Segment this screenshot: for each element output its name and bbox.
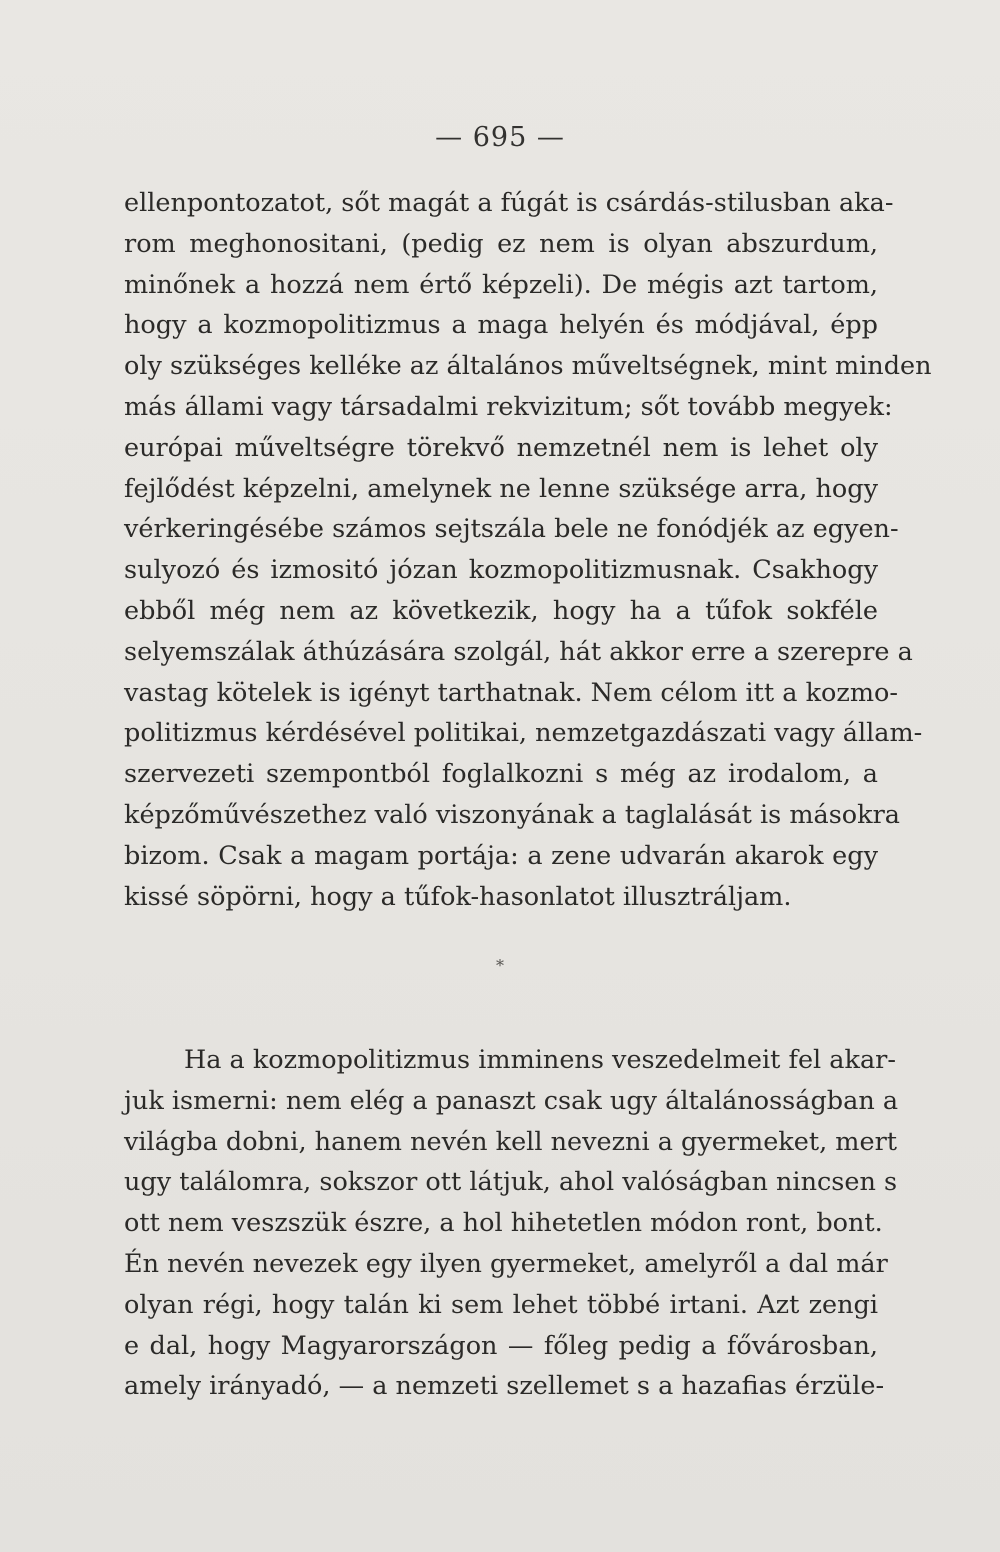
text-line: hogy a kozmopolitizmus a maga helyén és módjával, épp xyxy=(124,310,878,341)
text-line: világba dobni, hanem nevén kell nevezni a gyermeket, mert xyxy=(124,1126,898,1157)
text-line: ebből még nem az következik, hogy ha a tűfok sokféle xyxy=(124,595,878,626)
text-line: ellenpontozatot, sőt magát a fúgát is csárdás-stilusban aka- xyxy=(124,188,894,218)
text-line: Én nevén nevezek egy ilyen gyermeket, amelyről a dal már xyxy=(124,1248,888,1279)
paragraph-1 xyxy=(124,183,932,917)
text-line: bizom. Csak a magam portája: a zene udvarán akarok egy xyxy=(124,840,878,871)
section-divider-asterisk: * xyxy=(496,956,504,975)
text-line: más állami vagy társadalmi rekvizitum; sőt tovább megyek: xyxy=(124,391,893,422)
text-line: rom meghonositani, (pedig ez nem is olyan abszurdum, xyxy=(124,228,878,259)
text-line: minőnek a hozzá nem értő képzeli). De mégis azt tartom, xyxy=(124,269,878,300)
paragraph-2 xyxy=(124,1040,899,1407)
text-line: selyemszálak áthúzására szolgál, hát akkor erre a szerepre a xyxy=(124,636,913,667)
text-line: vastag kötelek is igényt tarthatnak. Nem célom itt a kozmo- xyxy=(124,677,898,708)
text-line: e dal, hogy Magyarországon — főleg pedig a fővárosban, xyxy=(124,1330,878,1361)
text-line: vérkeringésébe számos sejtszála bele ne fonódjék az egyen- xyxy=(124,514,899,545)
text-line: amely irányadó, — a nemzeti szellemet s a hazafias érzüle- xyxy=(124,1371,885,1402)
text-line: európai műveltségre törekvő nemzetnél nem is lehet oly xyxy=(124,432,878,463)
text-line: ugy találomra, sokszor ott látjuk, ahol valóságban nincsen s xyxy=(124,1167,898,1198)
text-line: ott nem veszszük észre, a hol hihetetlen módon ront, bont. xyxy=(124,1208,883,1239)
text-line: sulyozó és izmositó józan kozmopolitizmusnak. Csakhogy xyxy=(124,555,878,586)
text-line: politizmus kérdésével politikai, nemzetgazdászati vagy állam- xyxy=(124,718,923,749)
page-number: — 695 — xyxy=(435,122,565,153)
text-line: oly szükséges kelléke az általános műveltségnek, mint minden xyxy=(124,351,932,382)
text-line: kissé söpörni, hogy a tűfok-hasonlatot illusztráljam. xyxy=(124,881,792,912)
text-line: olyan régi, hogy talán ki sem lehet többé irtani. Azt zengi xyxy=(124,1289,878,1320)
text-line: Ha a kozmopolitizmus imminens veszedelmeit fel akar- xyxy=(184,1045,896,1075)
text-line: juk ismerni: nem elég a panaszt csak ugy általánosságban a xyxy=(124,1085,899,1116)
text-line: képzőművészethez való viszonyának a taglalását is másokra xyxy=(124,799,900,830)
text-line: fejlődést képzelni, amelynek ne lenne szüksége arra, hogy xyxy=(124,473,878,504)
text-line: szervezeti szempontból foglalkozni s még az irodalom, a xyxy=(124,759,878,790)
